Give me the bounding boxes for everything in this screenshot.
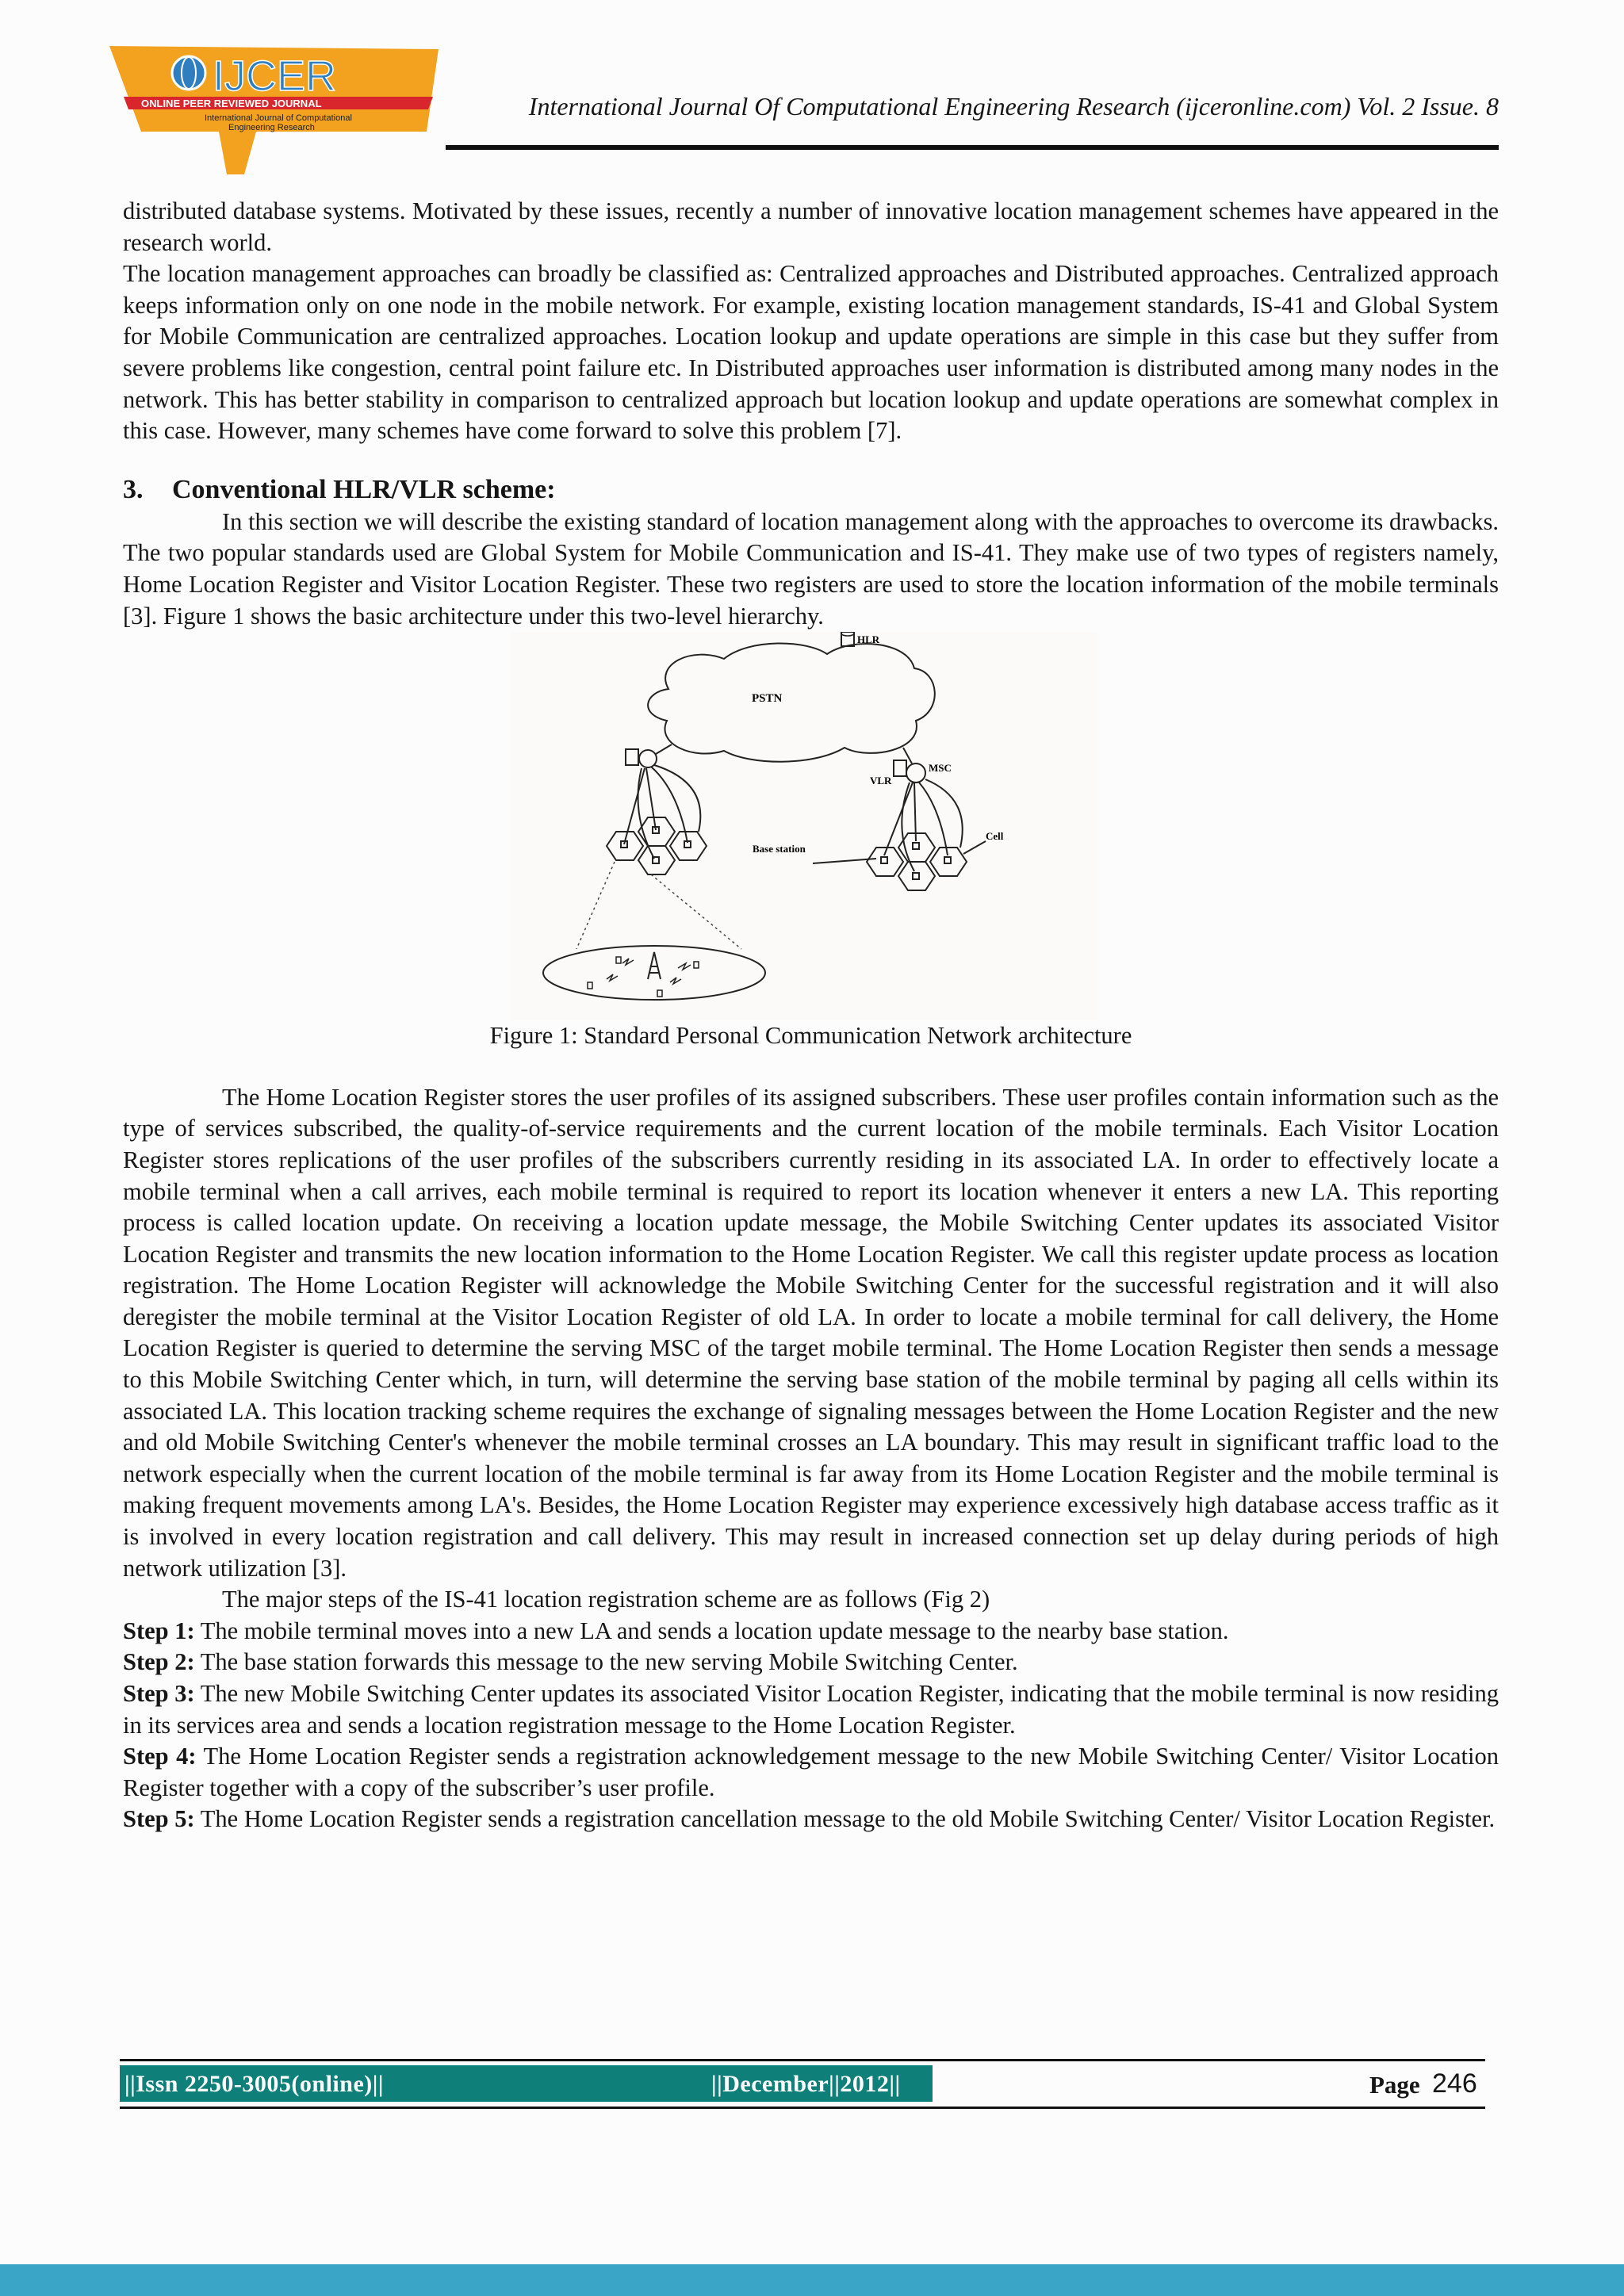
footer-page-label: Page	[1369, 2071, 1420, 2099]
paragraph-intro-continued: distributed database systems. Motivated by these issues, recently a number of innovative location management schemes have appeared in the research world.	[123, 197, 1499, 256]
step-label: Step 1:	[123, 1617, 195, 1644]
paragraph-approaches: The location management approaches can broadly be classified as: Centralized approaches and Distributed approaches. Centralized approach keeps information only on one node in the mobile network. For example, existing location management standards, IS-41 and Global System for Mobile Communication are centralized approaches. Location lookup and update operations are simple in this case but they suffer from severe problems like congestion, central point failure etc. In Distributed approaches user information is distributed among many nodes in the network. This has better stability in comparison to centralized approach but location lookup and update operations are somewhat complex in this case. However, many schemes have come forward to solve this problem [7].	[123, 260, 1499, 445]
journal-title: International Journal Of Computational Engineering Research (ijceronline.com) Vol. 2 Issue. 8	[528, 92, 1499, 121]
step-5	[123, 1804, 1499, 1835]
footer-top-rule	[120, 2059, 1485, 2061]
logo-name: IJCER	[213, 52, 337, 100]
step-2	[123, 1647, 1499, 1678]
paragraph-steps-intro: The major steps of the IS-41 location registration scheme are as follows (Fig 2)	[222, 1586, 990, 1613]
footer-date: ||December||2012||	[711, 2071, 901, 2097]
figure-1	[511, 632, 1098, 1020]
step-3	[123, 1678, 1499, 1741]
footer-bottom-rule	[120, 2107, 1485, 2109]
section-title: Conventional HLR/VLR scheme:	[172, 474, 556, 504]
header-rule	[446, 145, 1499, 150]
step-label: Step 3:	[123, 1680, 195, 1707]
paragraph-section-intro: In this section we will describe the existing standard of location management along with the approaches to overcome its drawbacks. The two popular standards used are Global System for Mobile Communication and IS-41. They make use of two types of registers namely, Home Location Register and Visitor Location Register. These two registers are used to store the location information of the mobile terminals [3]. Figure 1 shows the basic architecture under this two-level hierarchy.	[123, 507, 1499, 629]
step-text: The Home Location Register sends a registration acknowledgement message to the new Mobile Switching Center/ Visitor Location Register together with a copy of the subscriber’s user profile.	[123, 1743, 1499, 1801]
figure-caption: Figure 1: Standard Personal Communication Network architecture	[489, 1022, 1132, 1050]
step-text: The base station forwards this message to the new serving Mobile Switching Center.	[194, 1648, 1018, 1676]
step-1	[123, 1616, 1499, 1647]
figure-label-pstn: PSTN	[752, 692, 783, 706]
spacer	[123, 1052, 1499, 1082]
logo-subtitle-2: Engineering Research	[228, 123, 315, 132]
step-text: The mobile terminal moves into a new LA and sends a location update message to the nearby base station.	[194, 1617, 1229, 1644]
step-4	[123, 1741, 1499, 1804]
figure-label-msc: MSC	[929, 762, 952, 775]
step-text: The Home Location Register sends a registration cancellation message to the old Mobile Switching Center/ Visitor Location Register.	[194, 1805, 1496, 1833]
figure-label-hlr: HLR	[857, 633, 880, 646]
step-label: Step 5:	[123, 1805, 195, 1833]
section-heading	[123, 473, 1499, 507]
figure-label-base-station: Base station	[753, 843, 806, 855]
article-body	[123, 196, 1499, 1835]
footer-page-number: 246	[1432, 2068, 1477, 2099]
logo-subtitle-1: International Journal of Computational	[205, 113, 352, 123]
step-label: Step 2:	[123, 1648, 195, 1676]
paragraph-hlr: The Home Location Register stores the user profiles of its assigned subscribers. These user profiles contain information such as the type of services subscribed, the quality-of-service requirements and the current location of the mobile terminals. Each Visitor Location Register stores replications of the user profiles of the subscribers currently residing in its associated LA. In order to effectively locate a mobile terminal when a call arrives, each mobile terminal is required to report its location whenever it enters a new LA. This reporting process is called location update. On receiving a location update message, the Mobile Switching Center updates its associated Visitor Location Register and transmits the new location information to the Home Location Register. We call this register update process as location registration. The Home Location Register will acknowledge the Mobile Switching Center for the successful registration and it will also deregister the mobile terminal at the Visitor Location Register of old LA. In order to locate a mobile terminal for call delivery, the Home Location Register is queried to determine the serving MSC of the target mobile terminal. The Home Location Register then sends a message to this Mobile Switching Center which, in turn, will determine the serving base station of the mobile terminal by paging all cells within its associated LA. This location tracking scheme requires the exchange of signaling messages between the Home Location Register and the new and old Mobile Switching Center's whenever the mobile terminal crosses an LA boundary. This may result in significant traffic load to the network especially when the current location of the mobile terminal is far away from its Home Location Register and the mobile terminal is making frequent movements among LA's. Besides, the Home Location Register may experience excessively high database access traffic as it is involved in every location registration and call delivery. This may result in increased connection set up delay during periods of high network utilization [3].	[123, 1083, 1499, 1582]
logo-tagline: ONLINE PEER REVIEWED JOURNAL	[141, 98, 322, 109]
section-number: 3.	[123, 474, 144, 504]
bottom-bar	[0, 2264, 1624, 2296]
footer-issn: ||Issn 2250-3005(online)||	[124, 2071, 384, 2097]
step-label: Step 4:	[123, 1743, 197, 1770]
figure-label-cell: Cell	[986, 830, 1004, 843]
journal-logo	[109, 43, 442, 178]
figure-label-vlr: VLR	[870, 775, 892, 787]
step-text: The new Mobile Switching Center updates its associated Visitor Location Register, indicating that the mobile terminal is now residing in its services area and sends a location registration message to the Home Location Register.	[123, 1680, 1500, 1739]
